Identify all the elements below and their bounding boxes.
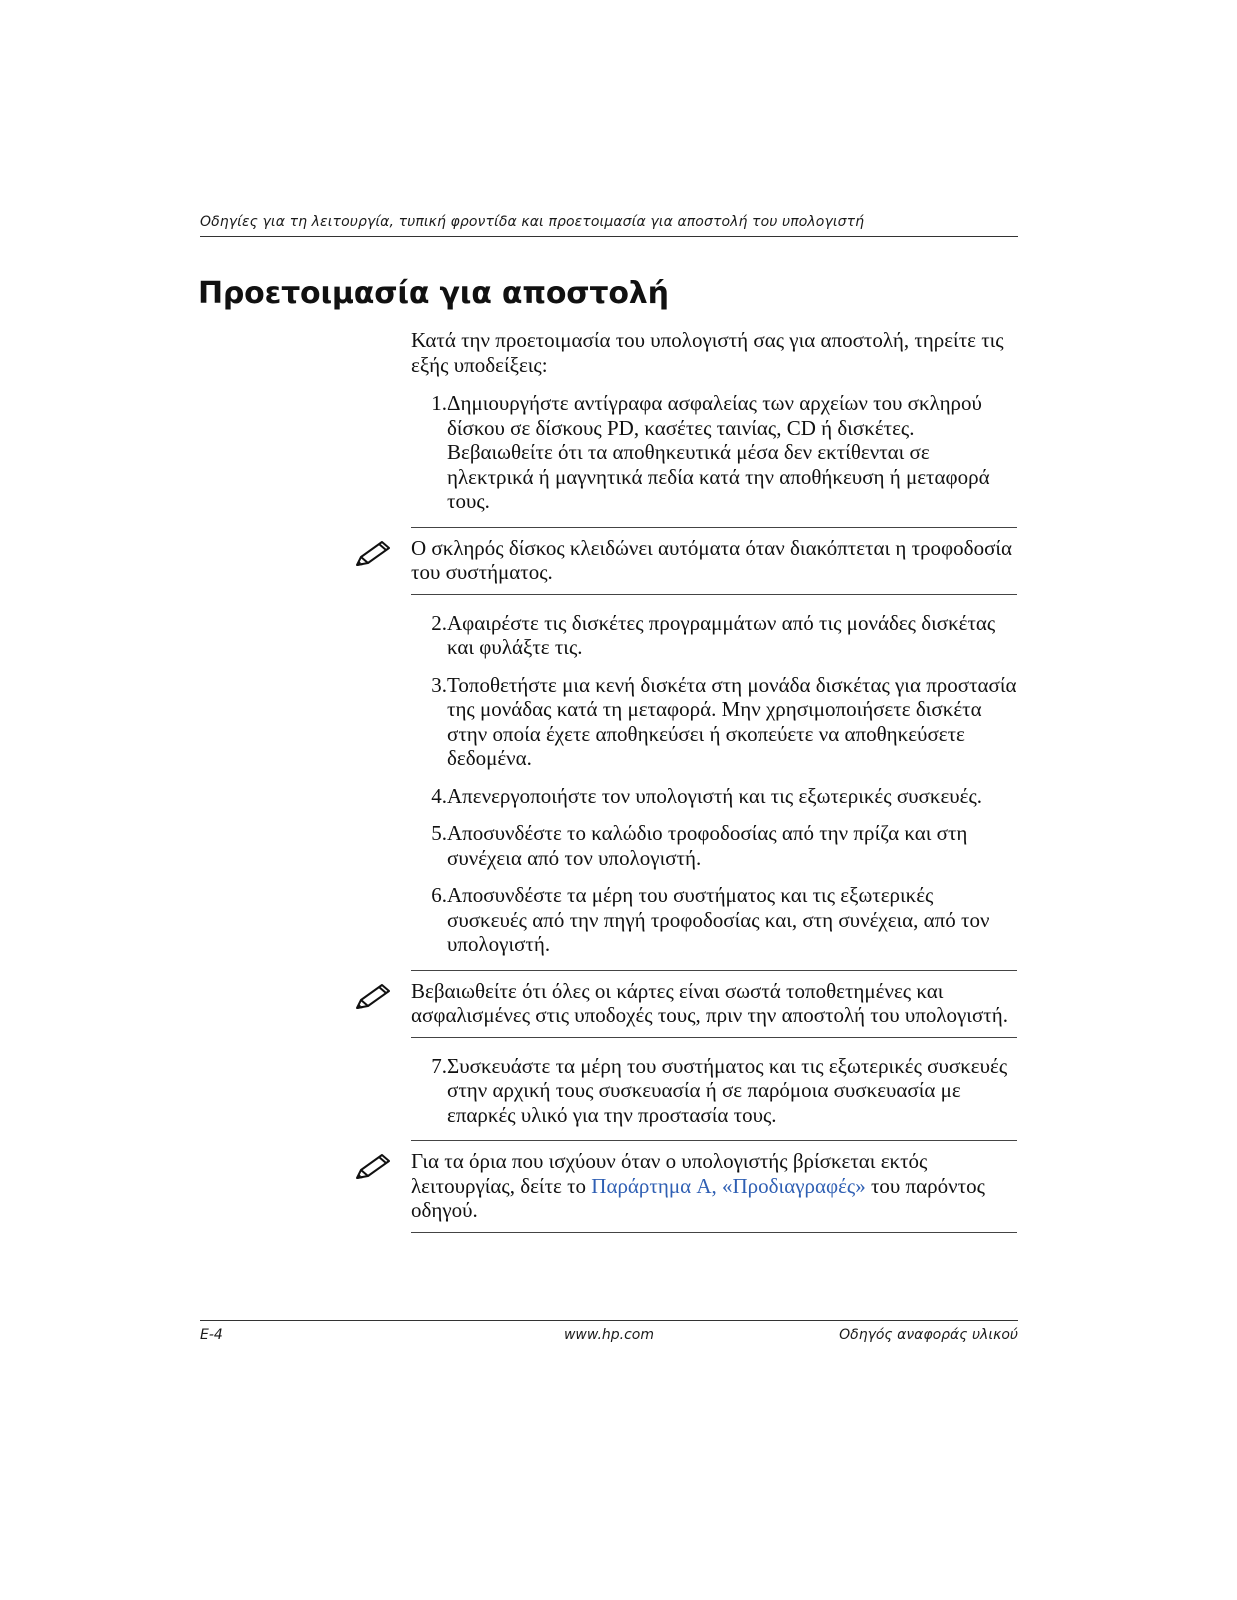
body-content [411,328,1017,1249]
step-text: Δημιουργήστε αντίγραφα ασφαλείας των αρχείων του σκληρού δίσκου σε δίσκους PD, κασέτες ταινίας, CD ή δισκέτες. Βεβαιωθείτε ότι τα αποθηκευτικά μέσα δεν εκτίθενται σε ηλεκτρικά ή μαγνητικά πεδία κατά την αποθήκευση ή μεταφορά τους. [447,391,990,513]
step-text: Τοποθετήστε μια κενή δισκέτα στη μονάδα δισκέτας για προστασία της μονάδας κατά τη μεταφορά. Μην χρησιμοποιήσετε δισκέτα στην οποία έχετε αποθηκεύσει ή σκοπεύετε να αποθηκεύσετε δεδομένα. [447,672,1017,770]
pencil-note-icon [349,1151,395,1185]
step-item [411,883,1017,957]
step-list-a [411,391,1017,514]
step-number: 7. [431,1053,447,1078]
step-item [411,391,1017,514]
step-list-c [411,1054,1017,1128]
note-text-before: Για τα όρια που ισχύουν όταν ο υπολογιστής βρίσκεται εκτός λειτουργίας, δείτε το [411,1149,928,1198]
appendix-link[interactable]: Παράρτημα A, «Προδιαγραφές» [591,1173,866,1198]
step-number: 1. [431,391,447,415]
step-number: 2. [431,610,447,635]
step-number: 3. [431,672,447,697]
step-list-b [411,611,1017,957]
step-item [411,1054,1017,1128]
page-footer [200,1320,1018,1343]
step-item [411,673,1017,771]
page-number: E-4 [200,1327,223,1343]
note-box [411,527,1017,595]
step-text: Απενεργοποιήστε τον υπολογιστή και τις εξωτερικές συσκευές. [447,783,983,808]
step-item [411,821,1017,870]
note-box [411,1140,1017,1233]
step-text: Συσκευάστε τα μέρη του συστήματος και τις εξωτερικές συσκευές στην αρχική τους συσκευασία ή σε παρόμοια συσκευασία με επαρκές υλικό για την προστασία τους. [447,1053,1008,1127]
step-text: Αφαιρέστε τις δισκέτες προγραμμάτων από τις μονάδες δισκέτας και φυλάξτε τις. [447,610,996,659]
intro-paragraph: Κατά την προετοιμασία του υπολογιστή σας για αποστολή, τηρείτε τις εξής υποδείξεις: [411,328,1004,377]
step-number: 6. [431,883,447,907]
footer-website: www.hp.com [563,1327,654,1343]
note-text: Βεβαιωθείτε ότι όλες οι κάρτες είναι σωστά τοποθετημένες και ασφαλισμένες στις υποδοχές τους, πριν την αποστολή του υπολογιστή. [411,978,1008,1027]
step-text: Αποσυνδέστε τα μέρη του συστήματος και τις εξωτερικές συσκευές από την πηγή τροφοδοσίας και, στη συνέχεια, από τον υπολογιστή. [447,883,990,956]
section-title: Προετοιμασία για αποστολή [198,276,669,311]
step-number: 5. [431,821,447,845]
footer-doc-title: Οδηγός αναφοράς υλικού [839,1327,1018,1343]
pencil-note-icon [349,538,395,572]
note-text: Ο σκληρός δίσκος κλειδώνει αυτόματα όταν διακόπτεται η τροφοδοσία του συστήματος. [411,535,1013,584]
step-number: 4. [431,783,447,808]
pencil-note-icon [349,981,395,1015]
note-text-after: του παρόντος οδηγού. [411,1173,985,1222]
step-item [411,611,1017,660]
step-item [411,784,1017,809]
note-box [411,970,1017,1038]
step-text: Αποσυνδέστε το καλώδιο τροφοδοσίας από την πρίζα και στη συνέχεια από τον υπολογιστή. [447,821,968,870]
note-text [411,1149,1017,1223]
running-header: Οδηγίες για τη λειτουργία, τυπική φροντίδα και προετοιμασία για αποστολή του υπολογιστή [200,214,1018,237]
